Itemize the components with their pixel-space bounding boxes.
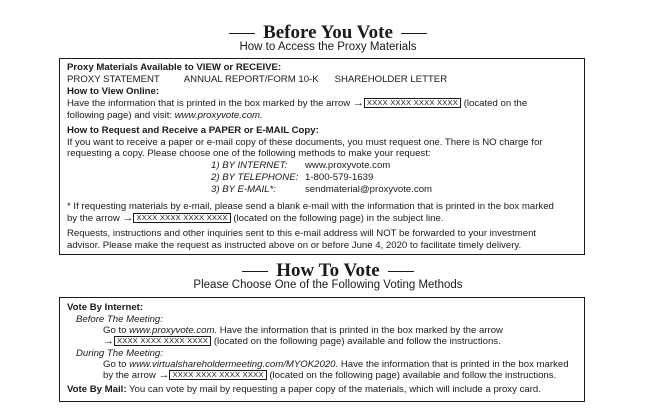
voting-methods-box (59, 297, 585, 402)
request-text-1: If you want to receive a paper or e-mail copy of these documents, you must request one. There is NO charge for (67, 137, 543, 148)
arrow-icon: → (352, 97, 364, 109)
view-text-located: (located on the (463, 98, 528, 109)
proxyvote-link[interactable]: www.proxyvote.com. (174, 110, 263, 121)
email-footnote-1: * If requesting materials by e-mail, please send a blank e-mail with the information that is printed in the box marked (67, 201, 554, 212)
during-located: (located on the following page) available and follow the instructions. (269, 370, 557, 381)
before-subtitle: How to Access the Proxy Materials (239, 41, 417, 53)
footnote-by-arrow: by the arrow (67, 213, 120, 224)
before-you-vote-title (0, 23, 656, 43)
during-by-arrow: by the arrow (103, 370, 156, 381)
request-heading: How to Request and Receive a PAPER or E-MAIL Copy: (67, 125, 319, 136)
control-number-box: XXXX XXXX XXXX XXXX (169, 370, 266, 380)
control-number-box: XXXX XXXX XXXX XXXX (133, 213, 230, 223)
footnote-located: (located on the following page) in the subject line. (233, 213, 444, 224)
arrow-icon: → (158, 369, 170, 381)
title-rule-right (388, 271, 414, 272)
method-email-label: 3) BY E-MAIL*: (211, 184, 276, 195)
method-telephone-label: 2) BY TELEPHONE: (211, 172, 299, 183)
materials-heading: Proxy Materials Available to VIEW or RECEIVE: (67, 62, 282, 73)
during-meeting-line-2 (103, 370, 556, 381)
method-internet-value[interactable]: www.proxyvote.com (305, 160, 391, 171)
before-instruction: Have the information that is printed in the box marked by the arrow (219, 325, 503, 336)
proxy-materials-box (59, 58, 585, 255)
during-meeting-label: During The Meeting: (76, 348, 163, 359)
title-rule-right (401, 33, 427, 34)
during-go-to: Go to (103, 359, 127, 370)
title-rule-left (229, 33, 255, 34)
method-internet-label: 1) BY INTERNET: (211, 160, 288, 171)
vote-mail-line (67, 384, 541, 395)
arrow-icon: → (103, 335, 114, 347)
control-number-box: XXXX XXXX XXXX XXXX (114, 336, 211, 346)
before-title-text: Before You Vote (263, 22, 393, 43)
arrow-icon: → (122, 212, 134, 224)
document-code (0, 353, 1, 404)
during-instruction: Have the information that is printed in the box marked (340, 359, 569, 370)
method-telephone-value[interactable]: 1-800-579-1639 (305, 172, 374, 183)
title-rule-left (242, 271, 268, 272)
method-email-value[interactable]: sendmaterial@proxyvote.com (305, 184, 433, 195)
before-go-to: Go to (103, 325, 127, 336)
vote-internet-heading: Vote By Internet: (67, 302, 144, 313)
view-text: Have the information that is printed in the box marked by the arrow (67, 98, 351, 109)
email-footnote-2 (67, 213, 443, 224)
how-title-text: How To Vote (276, 260, 380, 281)
how-subtitle: Please Choose One of the Following Voting Methods (193, 279, 463, 291)
advisor-note-2: advisor. Please make the request as instructed above on or before June 4, 2020 to facilitate timely delivery. (67, 240, 522, 251)
before-meeting-line-2 (103, 336, 501, 347)
material-annual-report: ANNUAL REPORT/FORM 10-K (183, 74, 319, 85)
vote-mail-heading: Vote By Mail: (67, 384, 127, 395)
request-text-2: requesting a copy. Please choose one of the following methods to make your request: (67, 148, 431, 159)
view-online-line-1 (67, 98, 527, 109)
material-proxy-statement: PROXY STATEMENT (67, 74, 160, 85)
during-meeting-line-1 (103, 359, 569, 370)
materials-list (67, 74, 447, 85)
virtual-meeting-link[interactable]: www.virtualshareholdermeeting.com/MYOK2020. (129, 359, 339, 370)
vote-mail-text: You can vote by mail by requesting a paper copy of the materials, which will include a proxy card. (129, 384, 541, 395)
before-meeting-line-1 (103, 325, 503, 336)
view-online-line-2 (67, 110, 263, 121)
view-online-heading: How to View Online: (67, 86, 160, 97)
proxyvote-link[interactable]: www.proxyvote.com. (129, 325, 218, 336)
view-text-2: following page) and visit: (67, 110, 173, 121)
advisor-note-1: Requests, instructions and other inquiries sent to this e-mail address will NOT be forwarded to your investment (67, 228, 537, 239)
material-shareholder-letter: SHAREHOLDER LETTER (334, 74, 448, 85)
control-number-box: XXXX XXXX XXXX XXXX (364, 98, 461, 108)
before-meeting-label: Before The Meeting: (76, 314, 163, 325)
request-methods (211, 160, 471, 196)
before-located: (located on the following page) available and follow the instructions. (213, 336, 501, 347)
how-to-vote-title (0, 261, 656, 281)
